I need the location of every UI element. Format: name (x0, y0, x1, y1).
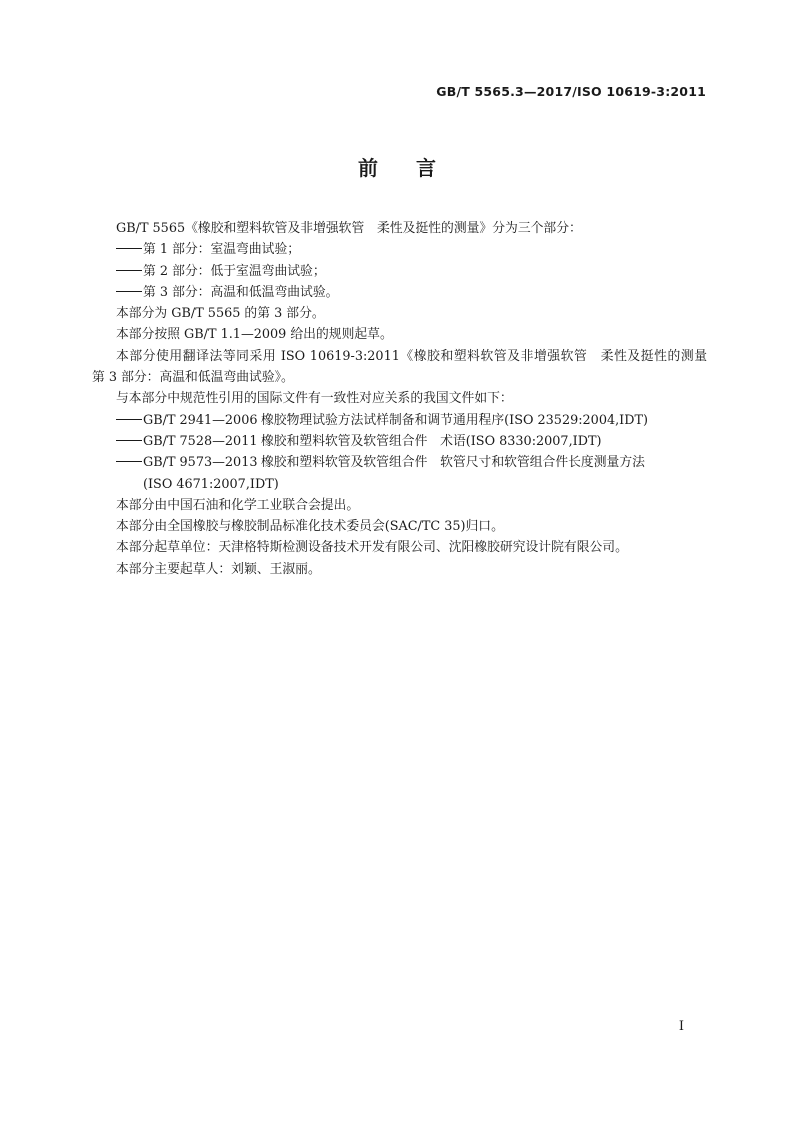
em-dash-mark (116, 291, 142, 292)
part-list-item-text: 第 2 部分：低于室温弯曲试验； (143, 263, 326, 279)
foreword-body (92, 218, 720, 580)
proposed-by-paragraph: 本部分由中国石油和化学工业联合会提出。 (116, 497, 360, 513)
em-dash-mark (116, 419, 142, 420)
page-number: I (678, 1019, 684, 1034)
reference-code: GB/T 2941—2006 (143, 412, 258, 428)
part-list-item-1 (92, 239, 707, 260)
part-list-item-text: 第 3 部分：高温和低温弯曲试验。 (143, 284, 339, 300)
part-list-item-2 (92, 261, 707, 282)
drafting-units-paragraph: 本部分起草单位：天津格特斯检测设备技术开发有限公司、沈阳橡胶研究设计院有限公司。 (116, 540, 628, 556)
part-list-item-3 (92, 282, 707, 303)
reference-title: 橡胶和塑料软管及软管组合件 术语(ISO 8330:2007,IDT) (261, 433, 602, 449)
this-part-paragraph: 本部分为 GB/T 5565 的第 3 部分。 (116, 306, 325, 322)
em-dash-mark (116, 270, 142, 271)
em-dash-mark (116, 248, 142, 249)
intro-paragraph: GB/T 5565《橡胶和塑料软管及非增强软管 柔性及挺性的测量》分为三个部分： (116, 221, 582, 236)
standard-code-header: GB/T 5565.3—2017/ISO 10619-3:2011 (436, 84, 706, 99)
reference-item-3-continuation: (ISO 4671:2007,IDT) (143, 476, 279, 492)
em-dash-mark (116, 440, 142, 441)
page-title: 前言 (358, 156, 474, 180)
reference-code: GB/T 9573—2013 (143, 455, 258, 471)
drafting-rules-paragraph: 本部分按照 GB/T 1.1—2009 给出的规则起草。 (116, 327, 393, 343)
translation-paragraph: 本部分使用翻译法等同采用 ISO 10619-3:2011《橡胶和塑料软管及非增强软管 柔性及挺性的测量 第 3 部分：高温和低温弯曲试验》。 (92, 348, 720, 386)
reference-item-2 (92, 431, 707, 452)
em-dash-mark (116, 461, 142, 462)
administered-by-paragraph: 本部分由全国橡胶与橡胶制品标准化技术委员会(SAC/TC 35)归口。 (116, 519, 504, 535)
correspondence-intro-paragraph: 与本部分中规范性引用的国际文件有一致性对应关系的我国文件如下： (116, 391, 513, 407)
part-list-item-text: 第 1 部分：室温弯曲试验； (143, 242, 301, 258)
reference-item-3 (92, 452, 707, 473)
reference-title: 橡胶物理试验方法试样制备和调节通用程序(ISO 23529:2004,IDT) (261, 412, 649, 428)
reference-title: 橡胶和塑料软管及软管组合件 软管尺寸和软管组合件长度测量方法 (261, 455, 645, 471)
drafters-paragraph: 本部分主要起草人：刘颖、王淑丽。 (116, 561, 321, 577)
reference-code: GB/T 7528—2011 (143, 433, 258, 449)
reference-item-1 (92, 410, 707, 431)
